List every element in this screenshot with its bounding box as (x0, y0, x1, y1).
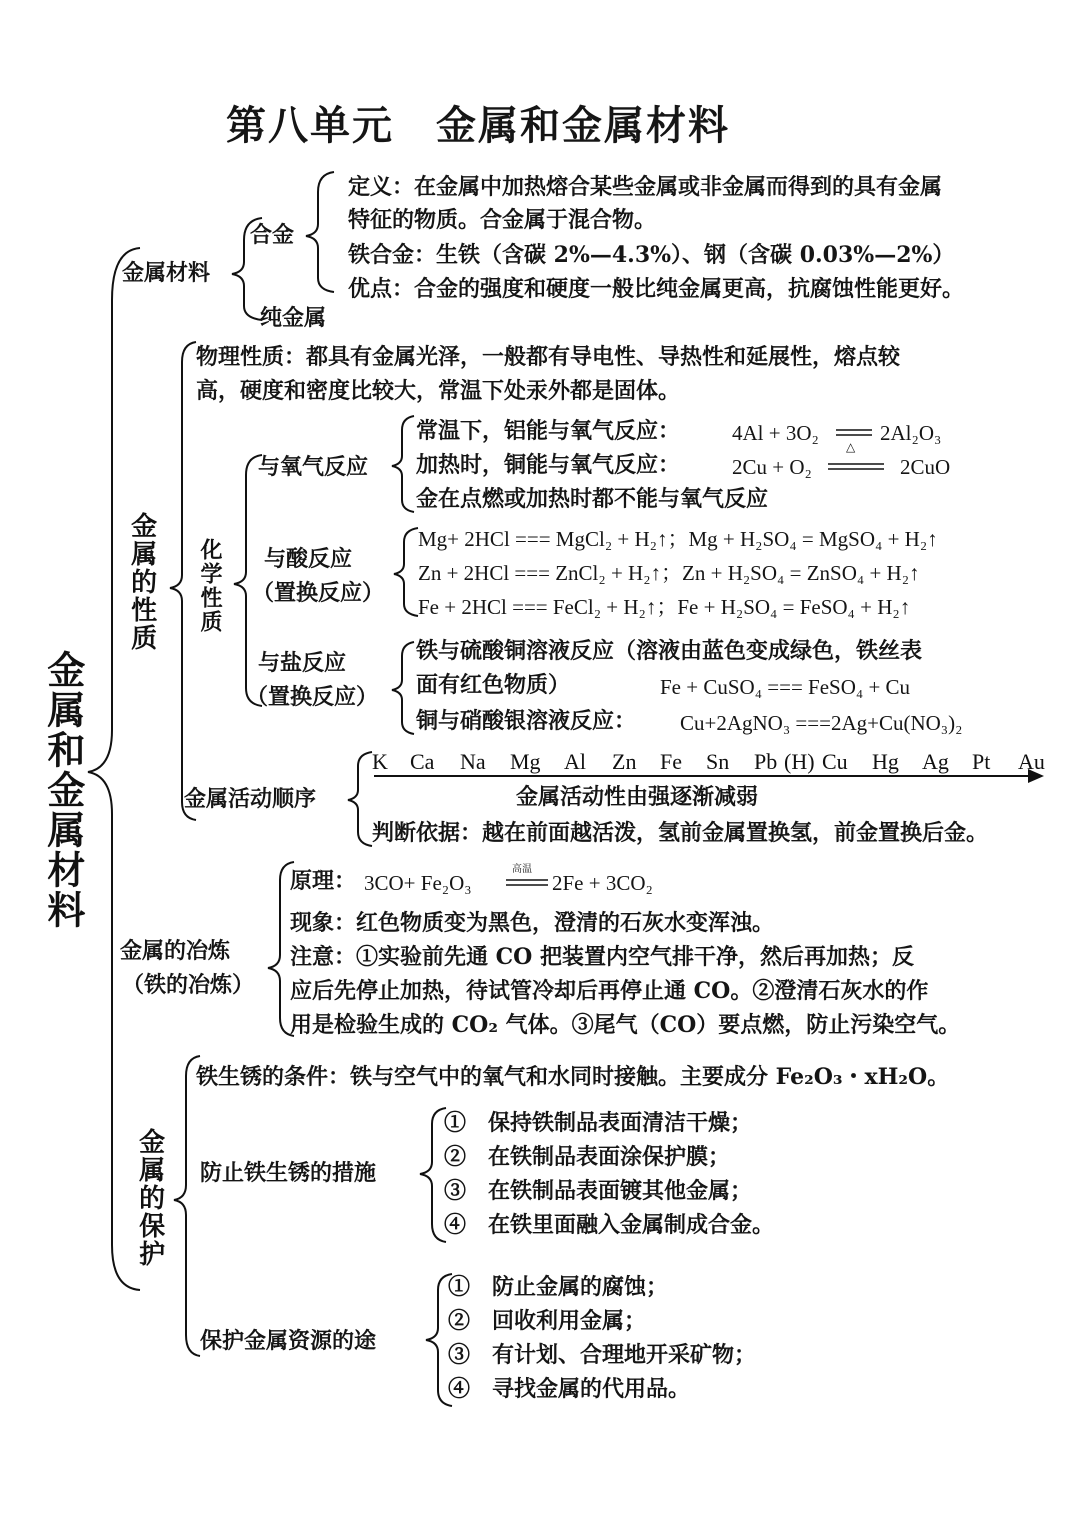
cu-agno3-text: 铜与硝酸银溶液反应： (416, 708, 637, 734)
iron-alloy: 铁合金：生铁（含碳 2%—4.3%）、钢（含碳 0.03%—2%） (348, 242, 955, 268)
acid-reaction-fe: Fe + 2HCl === FeCl₂ + H₂↑；Fe + H₂SO₄ = FeSO₄ + H₂↑ (418, 595, 911, 619)
prevent-item: ③ 在铁制品表面镀其他金属； (444, 1178, 753, 1204)
metal-symbol: K (372, 749, 388, 774)
pure-metal-label: 纯金属 (260, 305, 327, 331)
metal-symbol: Na (460, 749, 486, 774)
properties-label: 金属的性质 (126, 512, 157, 652)
smelting-label: 金属的冶炼 (120, 938, 231, 964)
chemical-properties-label: 化学性质 (196, 538, 223, 634)
metal-symbol: Ag (922, 749, 949, 774)
physical-properties-2: 高，硬度和密度比较大，常温下处汞外都是固体。 (196, 378, 681, 404)
smelting-note-2: 应后先停止加热，待试管冷却后再停止通 CO。②澄清石灰水的作 (290, 978, 929, 1004)
oxygen-brace (392, 416, 414, 512)
smelting-note-1: 注意：①实验前先通 CO 把装置内空气排干净，然后再加热；反 (290, 944, 914, 970)
acid-reaction-label: 与酸反应 (264, 546, 353, 572)
acid-brace (394, 528, 418, 616)
protection-brace (174, 1056, 200, 1356)
prevent-rust-label: 防止铁生锈的措施 (200, 1160, 377, 1186)
activity-brace (348, 752, 372, 846)
cu-oxygen-text: 加热时，铜能与氧气反应： (416, 452, 681, 478)
al-oxygen-eq-right: 2Al₂O₃ (880, 421, 942, 445)
acid-reaction-mg: Mg+ 2HCl === MgCl₂ + H₂↑；Mg + H₂SO₄ = MgSO₄ + H₂↑ (418, 527, 938, 551)
metal-symbol: Au (1018, 749, 1045, 774)
metal-symbol: Pt (972, 749, 991, 774)
smelting-phenomenon: 现象：红色物质变为黑色，澄清的石灰水变浑浊。 (290, 910, 775, 936)
alloy-definition-1: 定义：在金属中加热熔合某些金属或非金属而得到的具有金属 (348, 174, 943, 200)
protection-label: 金属的保护 (134, 1128, 165, 1268)
alloy-advantage: 优点：合金的强度和硬度一般比纯金属更高，抗腐蚀性能更好。 (348, 276, 965, 302)
cu-oxygen-eq-right: 2CuO (900, 455, 951, 479)
resource-item: ③ 有计划、合理地开采矿物； (448, 1342, 757, 1368)
high-temp-condition: 高温 (512, 864, 532, 875)
prevent-item: ④ 在铁里面融入金属制成合金。 (444, 1212, 775, 1238)
fe-cuso4-text-2: 面有红色物质） (416, 672, 571, 698)
activity-order-label: 金属活动顺序 (184, 786, 317, 812)
prevent-item: ② 在铁制品表面涂保护膜； (444, 1144, 731, 1170)
activity-arrow-label: 金属活动性由强逐渐减弱 (516, 784, 759, 810)
smelting-eq-left: 3CO+ Fe₂O₃ (364, 871, 472, 895)
metal-symbol: (H) (784, 749, 815, 774)
physical-properties-1: 物理性质：都具有金属光泽，一般都有导电性、导热性和延展性，熔点较 (196, 344, 901, 370)
metal-symbol: Hg (872, 749, 899, 774)
acid-reaction-type: （置换反应） (252, 580, 385, 606)
materials-label: 金属材料 (122, 260, 211, 286)
metal-symbol: Sn (706, 749, 730, 774)
metal-symbol: Mg (510, 749, 541, 774)
metal-symbol: Pb (754, 749, 778, 774)
salt-brace (392, 642, 414, 734)
resource-protection-label: 保护金属资源的途 (200, 1328, 377, 1354)
alloy-definition-2: 特征的物质。合金属于混合物。 (348, 207, 657, 233)
smelting-principle-text: 原理： (290, 868, 357, 894)
rust-condition: 铁生锈的条件：铁与空气中的氧气和水同时接触。主要成分 Fe₂O₃・xH₂O。 (196, 1064, 950, 1090)
root-label: 金属和金属材料 (40, 650, 86, 930)
al-oxygen-eq-left: 4Al + 3O₂ (732, 421, 819, 445)
metal-symbol: Zn (612, 749, 637, 774)
cu-oxygen-eq-left: 2Cu + O₂ (732, 455, 812, 479)
cu-agno3-eq: Cu+2AgNO₃ ===2Ag+Cu(NO₃)₂ (680, 711, 963, 735)
prevent-brace (420, 1108, 446, 1242)
smelting-eq-right: 2Fe + 3CO₂ (552, 871, 653, 895)
activity-basis: 判断依据：越在前面越活泼，氢前金属置换氢，前金置换后金。 (372, 820, 989, 846)
metal-symbol: Al (564, 749, 586, 774)
alloy-label: 合金 (250, 222, 295, 248)
heat-condition: △ (846, 440, 856, 454)
properties-brace (170, 342, 196, 820)
alloy-brace (306, 172, 334, 292)
fe-cuso4-text-1: 铁与硫酸铜溶液反应（溶液由蓝色变成绿色，铁丝表 (416, 638, 923, 664)
metal-symbol: Fe (660, 749, 682, 774)
prevent-item: ① 保持铁制品表面清洁干燥； (444, 1110, 753, 1136)
oxygen-reaction-label: 与氧气反应 (258, 454, 369, 480)
smelting-sublabel: （铁的冶炼） (122, 972, 255, 998)
resource-item: ④ 寻找金属的代用品。 (448, 1376, 691, 1402)
al-oxygen-text: 常温下，铝能与氧气反应： (416, 418, 681, 444)
salt-reaction-label: 与盐反应 (258, 650, 347, 676)
metal-symbol: Cu (822, 749, 848, 774)
page-title: 第八单元 金属和金属材料 (226, 102, 730, 149)
gold-oxygen-text: 金在点燃或加热时都不能与氧气反应 (416, 486, 769, 512)
fe-cuso4-eq: Fe + CuSO₄ === FeSO₄ + Cu (660, 675, 911, 699)
smelting-note-3: 用是检验生成的 CO₂ 气体。③尾气（CO）要点燃，防止污染空气。 (290, 1012, 961, 1038)
metal-symbol: Ca (410, 749, 435, 774)
resource-item: ② 回收利用金属； (448, 1308, 647, 1334)
salt-reaction-type: （置换反应） (246, 684, 379, 710)
resource-item: ① 防止金属的腐蚀； (448, 1274, 669, 1300)
acid-reaction-zn: Zn + 2HCl === ZnCl₂ + H₂↑；Zn + H₂SO₄ = ZnSO₄ + H₂↑ (418, 561, 920, 585)
root-brace (88, 248, 140, 1290)
